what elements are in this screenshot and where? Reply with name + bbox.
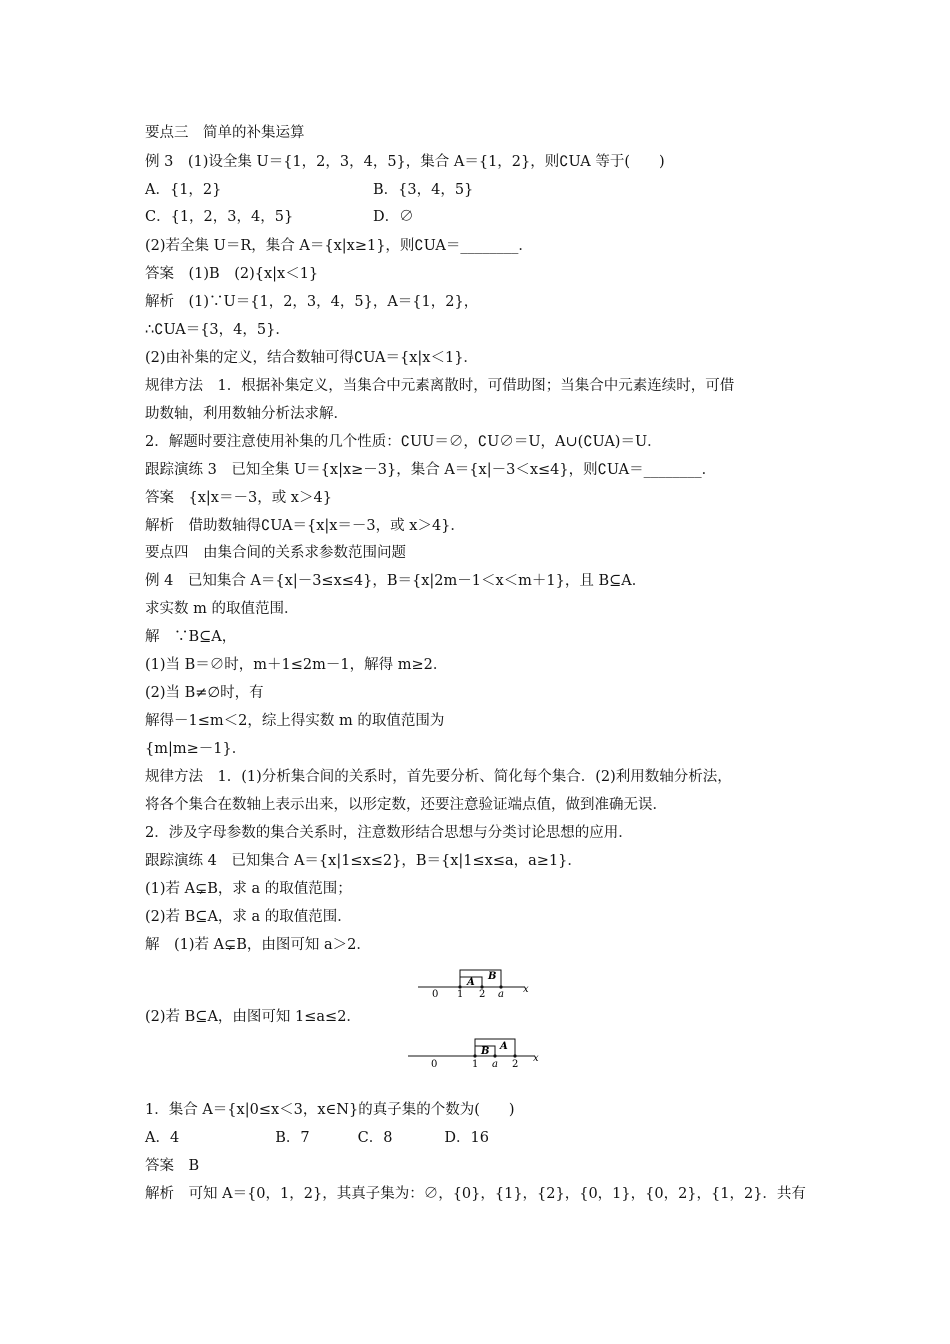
analysis-practice-3: 解析 借助数轴得∁UA＝{x|x＝－3，或 x＞4}． <box>145 518 465 534</box>
practice-4-part2: (2)若 B⊆A，求 a 的取值范围． <box>145 909 352 925</box>
exercise-1-answer: 答案 B <box>145 1158 200 1174</box>
exercise-1-analysis: 解析 可知 A＝{0，1，2}，其真子集为：∅，{0}，{1}，{2}，{0，1}，{0，2}，{1，2}．共有 <box>145 1186 806 1202</box>
practice-4: 跟踪演练 4 已知集合 A＝{x|1≤x≤2}，B＝{x|1≤x≤a，a≥1}． <box>145 853 582 869</box>
choice-d: D．∅ <box>373 209 414 225</box>
method2-line1: 规律方法 1．(1)分析集合间的关系时，首先要分析、简化每个集合．(2)利用数轴分析法， <box>145 769 732 785</box>
tick-label: 1 <box>472 1059 479 1070</box>
example-3-question: 例 3 (1)设全集 U＝{1，2，3，4，5}，集合 A＝{1，2}，则∁UA 等于( ) <box>145 154 665 170</box>
choice-c: C．{1，2，3，4，5} <box>145 209 294 225</box>
tick-label: 2 <box>479 989 486 1000</box>
tick-label: 1 <box>457 989 464 1000</box>
example-4-question: 例 4 已知集合 A＝{x|－3≤x≤4}，B＝{x|2m－1＜x＜m＋1}，且 B⊆A． <box>145 573 647 589</box>
choice-a: A．4 <box>145 1130 180 1146</box>
method-line3: 2．解题时要注意使用补集的几个性质：∁UU＝∅，∁U∅＝U，A∪(∁UA)＝U． <box>145 434 662 450</box>
practice-3: 跟踪演练 3 已知全集 U＝{x|x≥－3}，集合 A＝{x|－3＜x≤4}，则∁UA＝________． <box>145 462 717 478</box>
point-a <box>493 1054 496 1057</box>
choices-ab <box>145 180 474 200</box>
example-3-part2: (2)若全集 U＝R，集合 A＝{x|x≥1}，则∁UA＝________． <box>145 238 533 254</box>
exercise-1-choices <box>145 1128 489 1148</box>
solution-practice-4-line2: (2)若 B⊆A，由图可知 1≤a≤2． <box>145 1009 361 1025</box>
tick-label: 0 <box>432 989 439 1000</box>
axis-label: x <box>533 1053 539 1064</box>
solution-4-line3: (2)当 B≠∅时，有 <box>145 685 264 701</box>
outer-box-label: A <box>500 1041 508 1052</box>
tick-label: 2 <box>512 1059 519 1070</box>
method2-line2: 将各个集合在数轴上表示出来，以形定数，还要注意验证端点值，做到准确无误． <box>145 797 667 813</box>
inner-box-label: B <box>481 1046 490 1057</box>
answer-practice-3: 答案 {x|x＝－3，或 x＞4} <box>145 490 332 506</box>
choice-d: D．16 <box>444 1130 489 1146</box>
choice-c: C．8 <box>357 1130 393 1146</box>
solution-4-line1: 解 ∵B⊆A， <box>145 629 237 645</box>
method-line2: 助数轴，利用数轴分析法求解． <box>145 406 348 422</box>
analysis-3-line1: 解析 (1)∵U＝{1，2，3，4，5}，A＝{1，2}， <box>145 294 479 310</box>
section-heading-3: 要点三 简单的补集运算 <box>145 125 305 141</box>
point-2 <box>513 1054 516 1057</box>
practice-4-part1: (1)若 A⊊B，求 a 的取值范围； <box>145 881 352 897</box>
solution-4-line4: 解得－1≤m＜2，综上得实数 m 的取值范围为 <box>145 713 445 729</box>
section-heading-4: 要点四 由集合间的关系求参数范围问题 <box>145 545 406 561</box>
tick-label: a <box>498 989 504 1000</box>
exercise-1-question: 1．集合 A＝{x|0≤x＜3，x∈N}的真子集的个数为( ) <box>145 1102 515 1118</box>
example-4-ask: 求实数 m 的取值范围． <box>145 601 299 617</box>
method-line1: 规律方法 1．根据补集定义，当集合中元素离散时，可借助图；当集合中元素连续时，可借 <box>145 378 735 394</box>
method2-line3: 2．涉及字母参数的集合关系时，注意数形结合思想与分类讨论思想的应用． <box>145 825 633 841</box>
choice-a: A．{1，2} <box>145 182 222 198</box>
analysis-3-line3: (2)由补集的定义，结合数轴可得∁UA＝{x|x＜1}． <box>145 350 478 366</box>
tick-label: 0 <box>431 1059 438 1070</box>
choices-cd <box>145 207 414 227</box>
number-line-figure-1 <box>415 962 545 1000</box>
solution-4-line2: (1)当 B＝∅时，m＋1≤2m－1，解得 m≥2． <box>145 657 448 673</box>
axis-label: x <box>523 984 529 995</box>
solution-practice-4-line1: 解 (1)若 A⊊B，由图可知 a＞2． <box>145 937 371 953</box>
outer-box-label: B <box>488 971 497 982</box>
answer-3: 答案 (1)B (2){x|x＜1} <box>145 266 319 282</box>
solution-4-line5: {m|m≥－1}． <box>145 741 247 757</box>
inner-box-label: A <box>467 977 475 988</box>
choice-b: B．7 <box>275 1130 310 1146</box>
tick-label: a <box>492 1059 498 1070</box>
point-1 <box>473 1054 476 1057</box>
choice-b: B．{3，4，5} <box>373 182 474 198</box>
number-line-figure-2 <box>405 1034 550 1072</box>
analysis-3-line2: ∴∁UA＝{3，4，5}． <box>145 322 290 338</box>
